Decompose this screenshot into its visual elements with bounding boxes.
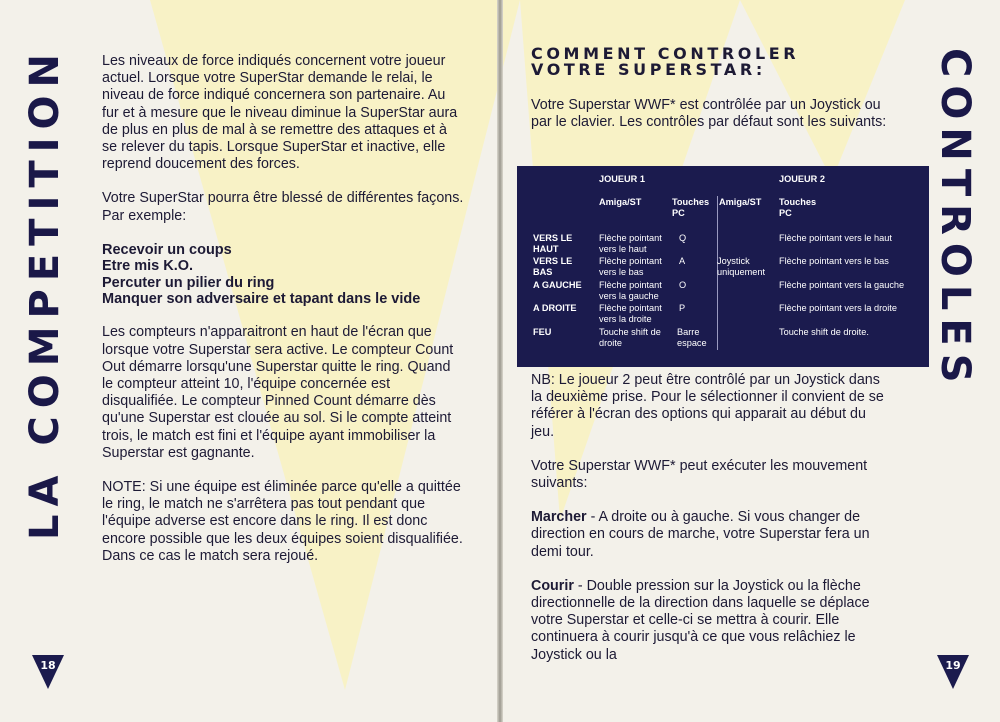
list-item: Recevoir un coups [102, 241, 232, 258]
left-page-text [102, 53, 464, 582]
controls-heading [531, 46, 799, 78]
row-label: A GAUCHE [533, 280, 582, 290]
row-label: VERS LE BAS [533, 256, 573, 277]
right-page-text [531, 372, 891, 681]
paragraph-nb: NB: Le joueur 2 peut être contrôlé par un Joystick dans la deuxième prise. Pour le sélectionner il convient de se référer à l'écran des options qui apparait au début du jeu. [531, 372, 884, 440]
courir-text: - Double pression sur la Joystick ou la flèche directionnelle de la direction dans laquelle se déplace votre Superstar et celle-ci se mettra à courir. Elle continuera à courir jusqu'à ce que vous relâchiez le Joystick ou la [531, 577, 870, 663]
courir-label: Courir [531, 577, 574, 594]
table-header-touches2: Touches PC [779, 197, 817, 218]
row-amiga: Flèche pointant vers le bas [599, 256, 662, 277]
heading-line: COMMENT CONTROLER [531, 44, 800, 63]
side-title-la-competition: LA COMPETITION [22, 46, 68, 540]
paragraph-force: Les niveaux de force indiqués concernent votre joueur actuel. Lorsque votre SuperStar demande le relai, le niveau de force indiqué concernera son partenaire. Au fur et à mesure que le niveau diminue la SuperStar aura de plus en plus de mal à se remettre des attaques et à se relever du tapis. Lorsque SuperStar et inactive, elle reprend doucement des forces. [102, 53, 458, 173]
marcher-label: Marcher [531, 509, 587, 526]
row-amiga: Touche shift de droite [599, 327, 661, 348]
row-label: FEU [533, 327, 552, 337]
row-amiga: Flèche pointant vers la gauche [599, 280, 662, 301]
injury-list [102, 242, 464, 308]
page-number-label: 18 [40, 659, 56, 672]
row-pc: A [679, 256, 686, 266]
row-p2: Flèche pointant vers la gauche [779, 280, 905, 290]
paragraph-marcher [531, 509, 891, 561]
paragraph-blesse: Votre SuperStar pourra être blessé de différentes façons. Par exemple: [102, 190, 464, 224]
row-pc: P [679, 303, 686, 313]
row-label: VERS LE HAUT [533, 233, 573, 254]
paragraph-courir [531, 578, 891, 664]
row-pc: Barre espace [677, 327, 707, 348]
marcher-text: - A droite ou à gauche. Si vous changer de direction en cours de marche, votre Superstar fera un demi tour. [531, 509, 870, 560]
side-title-controles: CONTROLES [932, 48, 978, 391]
paragraph-compteurs: Les compteurs n'apparaitront en haut de l'écran que lorsque votre Superstar sera active. Le compteur Count Out démarre lorsqu'une Superstar quitte le ring. Quand le compteur atteint 10, l'équipe concernée est disqualifiée. Le compteur Pinned Count démarre dès qu'une Superstar est clouée au sol. Si le compte atteint trois, le match est fini et l'équipe ayant immobiliser la Superstar est gagnante. [102, 324, 454, 461]
row-label: A DROITE [533, 303, 577, 313]
book-gutter [497, 0, 503, 722]
joystick-note: Joystick uniquement [717, 256, 766, 277]
row-pc: O [679, 280, 687, 290]
controls-table [517, 166, 929, 367]
table-header-amiga1: Amiga/ST [599, 197, 642, 207]
heading-line: VOTRE SUPERSTAR: [531, 60, 766, 79]
table-header-amiga2: Amiga/ST [719, 197, 762, 207]
table-header-joueur1: JOUEUR 1 [599, 174, 645, 184]
right-page-intro [531, 97, 891, 148]
list-item: Etre mis K.O. [102, 258, 194, 275]
paragraph-intro: Votre Superstar WWF* est contrôlée par un Joystick ou par le clavier. Les contrôles par défaut sont les suivants: [531, 97, 887, 131]
list-item: Percuter un pilier du ring [102, 274, 275, 291]
paragraph-moves-intro: Votre Superstar WWF* peut exécuter les mouvement suivants: [531, 457, 868, 492]
row-p2: Flèche pointant vers le haut [779, 233, 892, 243]
row-p2: Flèche pointant vers le bas [779, 256, 889, 266]
row-p2: Touche shift de droite. [779, 327, 869, 337]
paragraph-note: NOTE: Si une équipe est éliminée parce qu'elle a quittée le ring, le match ne s'arrêtera pas tout pendant que l'équipe adverse est encore dans le ring. Il est donc encore possible que les deux équipes soient disqualifiée. Dans ce cas le match sera rejoué. [102, 479, 463, 564]
list-item: Manquer son adversaire et tapant dans le vide [102, 291, 421, 308]
row-p2: Flèche pointant vers la droite [779, 303, 897, 313]
row-amiga: Flèche pointant vers la droite [599, 303, 662, 324]
row-amiga: Flèche pointant vers le haut [599, 233, 662, 254]
table-header-joueur2: JOUEUR 2 [779, 174, 825, 184]
row-pc: Q [679, 233, 687, 243]
page-number-19 [937, 655, 969, 687]
page-number-label: 19 [945, 659, 961, 672]
page-number-18 [32, 655, 64, 687]
table-header-touches1: Touches PC [672, 197, 710, 218]
